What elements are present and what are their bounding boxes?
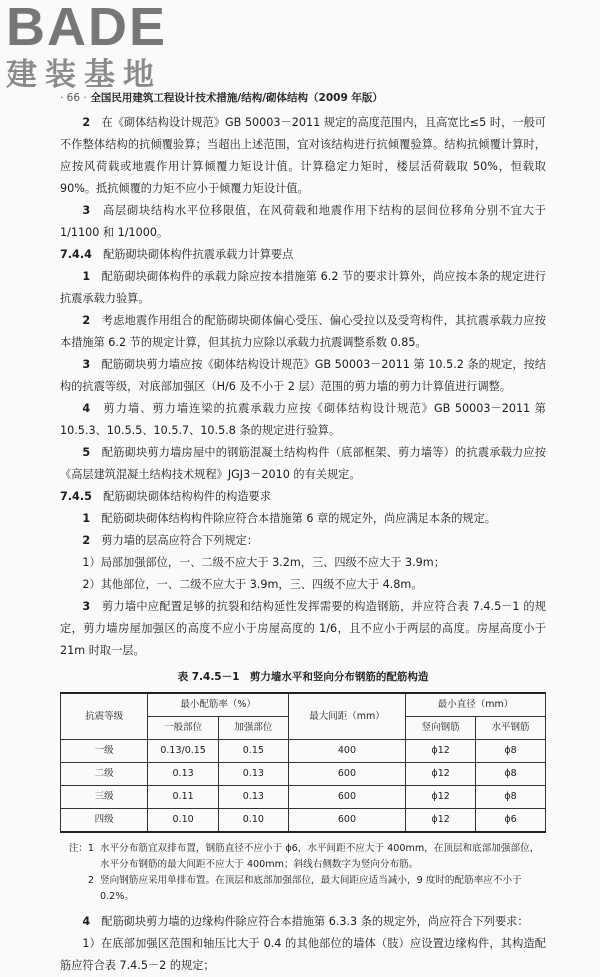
cell-spacing: 600 bbox=[288, 786, 405, 809]
sub-item: 1）在底部加强区范围和轴压比大于 0.4 的其他部位的墙体（肢）应设置边缘构件，其构造配筋应符合表 7.4.5－2 的规定； bbox=[60, 937, 546, 972]
paragraph-text: 剪力墙、剪力墙连梁的抗震承载力应按《砌体结构设计规范》GB 50003－2011 第 10.5.3、10.5.5、10.5.7、10.5.8 条的规定进行验算。 bbox=[60, 402, 546, 437]
paragraph bbox=[60, 508, 546, 530]
cell-strength: 0.13 bbox=[218, 763, 288, 786]
paragraph bbox=[60, 266, 546, 310]
page-number: · 66 · bbox=[60, 92, 87, 104]
item-number: 2 bbox=[82, 534, 91, 547]
cell-grade: 三级 bbox=[61, 786, 148, 809]
paragraph-text: 剪力墙中应配置足够的抗裂和结构延性发挥需要的构造钢筋，并应符合表 7.4.5－1 的规定，剪力墙房屋加强区的高度不应小于房屋高度的 1/6，且不应小于两层的高度。房屋高度小于 21m 时取一层。 bbox=[60, 600, 546, 657]
cell-vertical: ϕ12 bbox=[406, 809, 476, 833]
reinforcement-table bbox=[60, 692, 546, 833]
section-title: 配筋砌块砌体结构构件的构造要求 bbox=[103, 490, 271, 503]
item-number: 1 bbox=[82, 270, 91, 283]
cell-grade: 四级 bbox=[61, 809, 148, 833]
paragraph bbox=[60, 310, 546, 354]
cell-spacing: 400 bbox=[288, 740, 405, 763]
header-diameter: 最小直径（mm） bbox=[406, 693, 546, 717]
sub-item: 1）局部加强部位，一、二级不应大于 3.2m，三、四级不应大于 3.9m； bbox=[82, 556, 445, 569]
note-item bbox=[60, 873, 546, 905]
section-heading bbox=[60, 486, 546, 508]
paragraph bbox=[60, 911, 546, 933]
paragraph bbox=[60, 442, 546, 486]
section-title: 配筋砌块砌体构件抗震承载力计算要点 bbox=[103, 248, 294, 261]
table-notes bbox=[60, 841, 546, 905]
header-ratio: 最小配筋率（%） bbox=[148, 693, 288, 717]
cell-general: 0.11 bbox=[148, 786, 218, 809]
section-number: 7.4.4 bbox=[60, 248, 92, 261]
paragraph bbox=[60, 200, 546, 244]
paragraph-text: 配筋砌块砌体构件的承载力除应按本措施第 6.2 节的要求计算外，尚应按本条的规定进行抗震承载力验算。 bbox=[60, 270, 546, 305]
item-number: 4 bbox=[82, 915, 91, 928]
cell-horizontal: ϕ8 bbox=[476, 763, 546, 786]
item-number: 3 bbox=[82, 358, 91, 371]
header-horizontal: 水平钢筋 bbox=[476, 717, 546, 740]
paragraph bbox=[60, 398, 546, 442]
cell-horizontal: ϕ6 bbox=[476, 809, 546, 833]
book-title: 全国民用建筑工程设计技术措施/结构/砌体结构（2009 年版） bbox=[90, 92, 383, 104]
paragraph bbox=[60, 112, 546, 200]
page-body bbox=[60, 112, 546, 977]
running-header bbox=[60, 90, 383, 105]
cell-strength: 0.13 bbox=[218, 786, 288, 809]
note-text: 竖向钢筋应采用单排布置。在顶层和底部加强部位，最大间距应适当减小，9 度时的配筋率应不小于 0.2%。 bbox=[100, 875, 522, 902]
header-general: 一般部位 bbox=[148, 717, 218, 740]
note-item bbox=[60, 841, 546, 873]
logo-wordmark: BADE bbox=[6, 0, 168, 57]
paragraph-text: 剪力墙的层高应符合下列规定： bbox=[101, 534, 259, 547]
item-number: 4 bbox=[82, 402, 91, 415]
cell-general: 0.10 bbox=[148, 809, 218, 833]
paragraph-text: 高层砌块结构水平位移限值，在风荷载和地震作用下结构的层间位移角分别不宜大于 1/1100 和 1/1000。 bbox=[60, 204, 546, 239]
section-heading bbox=[60, 244, 546, 266]
paragraph-text: 在《砌体结构设计规范》GB 50003－2011 规定的高度范围内，且高宽比≤5 时，一般可不作整体结构的抗倾覆验算；当超出上述范围，宜对该结构进行抗倾覆验算。结构抗倾覆计算时，应按风荷载或地震作用计算倾覆力矩设计值。计算稳定力矩时，楼层活荷载取 50%，恒载取 90%。抵抗倾覆的力矩不应小于倾覆力矩设计值。 bbox=[60, 116, 546, 195]
logo bbox=[6, 0, 167, 92]
logo-chinese: 建装基地 bbox=[6, 57, 162, 93]
cell-general: 0.13/0.15 bbox=[148, 740, 218, 763]
cell-grade: 一级 bbox=[61, 740, 148, 763]
note-label: 2 bbox=[87, 875, 94, 886]
item-number: 2 bbox=[82, 116, 91, 129]
section-number: 7.4.5 bbox=[60, 490, 92, 503]
header-spacing: 最大间距（mm） bbox=[288, 693, 405, 740]
item-number: 1 bbox=[82, 512, 91, 525]
item-number: 3 bbox=[82, 600, 91, 613]
note-label: 注：1 bbox=[68, 843, 94, 854]
cell-vertical: ϕ12 bbox=[406, 786, 476, 809]
cell-spacing: 600 bbox=[288, 763, 405, 786]
paragraph-text: 配筋砌块剪力墙房屋中的钢筋混凝土结构构件（底部框架、剪力墙等）的抗震承载力应按《高层建筑混凝土结构技术规程》JGJ3－2010 的有关规定。 bbox=[60, 446, 546, 481]
cell-horizontal: ϕ8 bbox=[476, 740, 546, 763]
cell-strength: 0.10 bbox=[218, 809, 288, 833]
paragraph-text: 配筋砌块砌体结构构件除应符合本措施第 6 章的规定外，尚应满足本条的规定。 bbox=[101, 512, 496, 525]
cell-spacing: 600 bbox=[288, 809, 405, 833]
table-row bbox=[61, 809, 546, 833]
cell-horizontal: ϕ8 bbox=[476, 786, 546, 809]
sub-item: 2）其他部位，一、二级不应大于 3.9m，三、四级不应大于 4.8m。 bbox=[82, 578, 423, 591]
paragraph-text: 配筋砌块剪力墙的边缘构件除应符合本措施第 6.3.3 条的规定外，尚应符合下列要求： bbox=[101, 915, 529, 928]
item-number: 2 bbox=[82, 314, 91, 327]
paragraph bbox=[60, 596, 546, 662]
item-number: 3 bbox=[82, 204, 91, 217]
cell-vertical: ϕ12 bbox=[406, 763, 476, 786]
header-grade: 抗震等级 bbox=[61, 693, 148, 740]
paragraph-text: 配筋砌块剪力墙应按《砌体结构设计规范》GB 50003－2011 第 10.5.2 条的规定，按结构的抗震等级，对底部加强区（H/6 及不小于 2 层）范围的剪力墙的剪力计算值进行调整。 bbox=[60, 358, 546, 393]
note-text: 水平分布筋宜双排布置，钢筋直径不应小于 ϕ6，水平间距不应大于 400mm，在顶层和底部加强部位，水平分布钢筋的最大间距不应大于 400mm；斜线右侧数字为竖向分布筋。 bbox=[100, 843, 540, 870]
item-number: 5 bbox=[82, 446, 91, 459]
cell-vertical: ϕ12 bbox=[406, 740, 476, 763]
table-caption: 表 7.4.5－1 剪力墙水平和竖向分布钢筋的配筋构造 bbox=[177, 671, 429, 683]
header-strength: 加强部位 bbox=[218, 717, 288, 740]
paragraph bbox=[60, 354, 546, 398]
cell-strength: 0.15 bbox=[218, 740, 288, 763]
table-row bbox=[61, 763, 546, 786]
cell-grade: 二级 bbox=[61, 763, 148, 786]
paragraph-text: 考虑地震作用组合的配筋砌块砌体偏心受压、偏心受拉以及受弯构件，其抗震承载力应按本措施第 6.2 节的规定计算，但其抗力应除以承载力抗震调整系数 0.85。 bbox=[60, 314, 546, 349]
header-vertical: 竖向钢筋 bbox=[406, 717, 476, 740]
cell-general: 0.13 bbox=[148, 763, 218, 786]
paragraph bbox=[60, 530, 546, 552]
table-row bbox=[61, 786, 546, 809]
table-row bbox=[61, 740, 546, 763]
